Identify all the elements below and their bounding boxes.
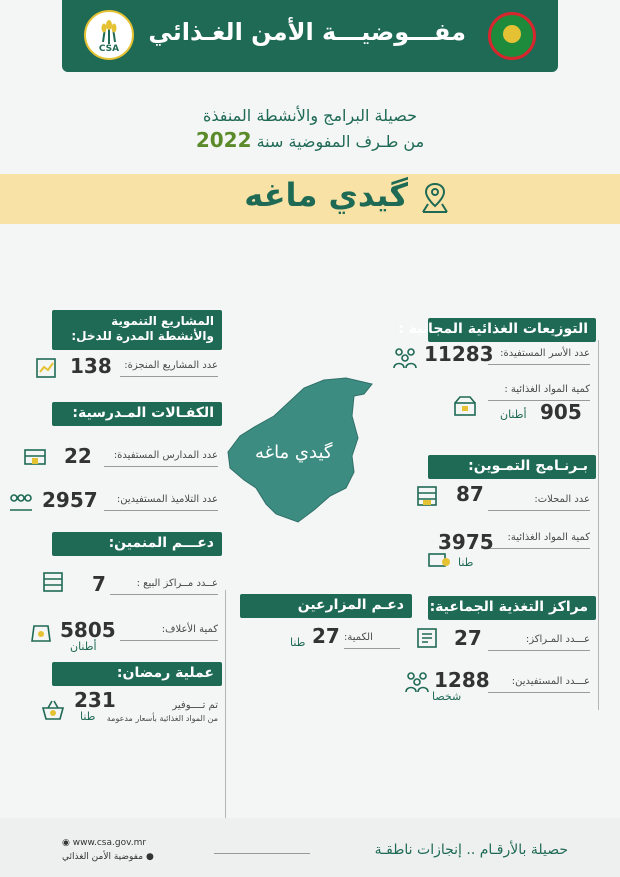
globe-icon: ◉ bbox=[62, 838, 70, 848]
facebook-icon: ● bbox=[145, 852, 154, 862]
footer-divider bbox=[214, 853, 310, 854]
supply-shops-label: عدد المحلات: bbox=[534, 494, 590, 505]
food-basket-icon bbox=[40, 698, 66, 722]
shop-icon bbox=[414, 484, 440, 508]
footer-website[interactable] bbox=[62, 838, 146, 848]
ramadan-provided-unit: طنا bbox=[80, 710, 96, 723]
mauritania-emblem-icon bbox=[488, 12, 536, 60]
feeding-center-icon bbox=[414, 626, 440, 650]
csa-logo-text: CSA bbox=[98, 44, 120, 54]
map-pin-icon bbox=[420, 182, 450, 214]
header-bar bbox=[62, 0, 558, 72]
free-distribution-food-unit: أطنان bbox=[500, 408, 527, 421]
sale-point-icon bbox=[40, 570, 66, 594]
feed-sack-icon bbox=[28, 620, 54, 644]
underline bbox=[488, 548, 590, 549]
feeding-centers-value: 27 bbox=[454, 626, 482, 650]
footer-facebook[interactable] bbox=[62, 852, 154, 862]
development-title-line2: والأنشطة المدرة للدخل: bbox=[71, 329, 214, 343]
food-box-icon bbox=[452, 394, 478, 418]
supply-food-unit: طنا bbox=[458, 556, 474, 569]
feeding-beneficiaries-value: 1288 bbox=[434, 668, 490, 692]
region-name: گيدي ماغه bbox=[244, 176, 408, 214]
underline bbox=[344, 648, 400, 649]
feeding-beneficiaries-unit: شخصا bbox=[432, 690, 462, 703]
subtitle-year: 2022 bbox=[195, 128, 252, 152]
free-distribution-food-value: 905 bbox=[540, 400, 582, 424]
divider-line bbox=[598, 340, 599, 710]
section-farmers-support-title: دعـم المزارعين bbox=[240, 594, 412, 618]
free-distribution-families-value: 11283 bbox=[424, 342, 494, 366]
development-projects-label: عدد المشاريع المنجزة: bbox=[124, 360, 218, 371]
development-projects-value: 138 bbox=[70, 354, 112, 378]
subtitle-prefix: من طـرف المفوضية سنة bbox=[256, 132, 425, 151]
footer-facebook-text: مفوضية الأمن الغذائي bbox=[62, 852, 144, 862]
school-schools-value: 22 bbox=[64, 444, 92, 468]
farmers-quantity-label: الكمية: bbox=[344, 632, 373, 643]
free-distribution-families-label: عدد الأسر المستفيدة: bbox=[500, 348, 590, 359]
section-development-projects-title bbox=[52, 310, 222, 350]
underline bbox=[120, 640, 218, 641]
supply-shops-value: 87 bbox=[456, 482, 484, 506]
underline bbox=[110, 594, 218, 595]
school-students-label: عدد التلاميذ المستفيدين: bbox=[116, 494, 218, 505]
farmers-quantity-value: 27 bbox=[312, 624, 340, 648]
underline bbox=[488, 650, 590, 651]
footer-website-text: www.csa.gov.mr bbox=[72, 838, 147, 848]
csa-logo-icon bbox=[84, 10, 134, 60]
supply-food-value: 3975 bbox=[438, 530, 494, 554]
project-chart-icon bbox=[34, 356, 60, 380]
section-free-distribution-title: التوزيعات الغذائية المجانية : bbox=[428, 318, 596, 342]
section-breeders-support-title: دعـــم المنمين: bbox=[52, 532, 222, 556]
ramadan-provided-value: 231 bbox=[74, 688, 116, 712]
section-collective-feeding-title: مراكز التغذية الجماعية: bbox=[428, 596, 596, 620]
header-title: مفـــوضيـــة الأمن الغـذائي bbox=[148, 18, 466, 46]
breeders-points-value: 7 bbox=[92, 572, 106, 596]
breeders-points-label: عــدد مــراكز البيع : bbox=[136, 578, 218, 589]
students-icon bbox=[8, 490, 34, 514]
section-supply-program-title: بـرنـامج التمـوين: bbox=[428, 455, 596, 479]
footer-slogan: حصيلة بالأرقـام .. إنجازات ناطقـة bbox=[374, 842, 568, 858]
supply-box-icon bbox=[426, 546, 452, 570]
map-region-label: گيدي ماغه bbox=[255, 442, 333, 463]
section-ramadan-title: عملية رمضان: bbox=[52, 662, 222, 686]
subtitle-line2 bbox=[0, 128, 620, 152]
underline bbox=[488, 364, 590, 365]
breeders-feed-label: كمية الأعلاف: bbox=[161, 624, 218, 635]
people-group-icon bbox=[404, 670, 430, 694]
underline bbox=[488, 692, 590, 693]
region-band bbox=[0, 174, 620, 224]
school-schools-label: عدد المدارس المستفيدة: bbox=[113, 450, 218, 461]
underline bbox=[488, 510, 590, 511]
feeding-centers-label: عـــدد المـراكز: bbox=[525, 634, 590, 645]
supply-food-label: كمية المواد الغذائية: bbox=[507, 532, 590, 543]
people-group-icon bbox=[392, 346, 418, 370]
feeding-beneficiaries-label: عـــدد المستفيدين: bbox=[511, 676, 590, 687]
underline bbox=[120, 376, 218, 377]
subtitle-line1: حصيلة البرامج والأنشطة المنفذة bbox=[202, 106, 418, 125]
breeders-feed-value: 5805 bbox=[60, 618, 116, 642]
farmers-quantity-unit: طنا bbox=[290, 636, 306, 649]
underline bbox=[104, 466, 218, 467]
wheat-icon bbox=[98, 20, 120, 44]
breeders-feed-unit: أطنان bbox=[70, 640, 97, 653]
section-school-support-title: الكفـالات المـدرسية: bbox=[52, 402, 222, 426]
school-icon bbox=[22, 444, 48, 468]
free-distribution-food-label: كمية المواد الغذائية : bbox=[504, 384, 590, 395]
divider-line bbox=[225, 590, 226, 830]
ramadan-provided-label-line2: من المواد الغذائية بأسعار مدعومة bbox=[106, 714, 218, 723]
school-students-value: 2957 bbox=[42, 488, 98, 512]
ramadan-provided-label-line1: تم تــــوفير bbox=[172, 700, 218, 711]
underline bbox=[104, 510, 218, 511]
development-title-line1: المشاريع التنموية bbox=[111, 314, 214, 328]
